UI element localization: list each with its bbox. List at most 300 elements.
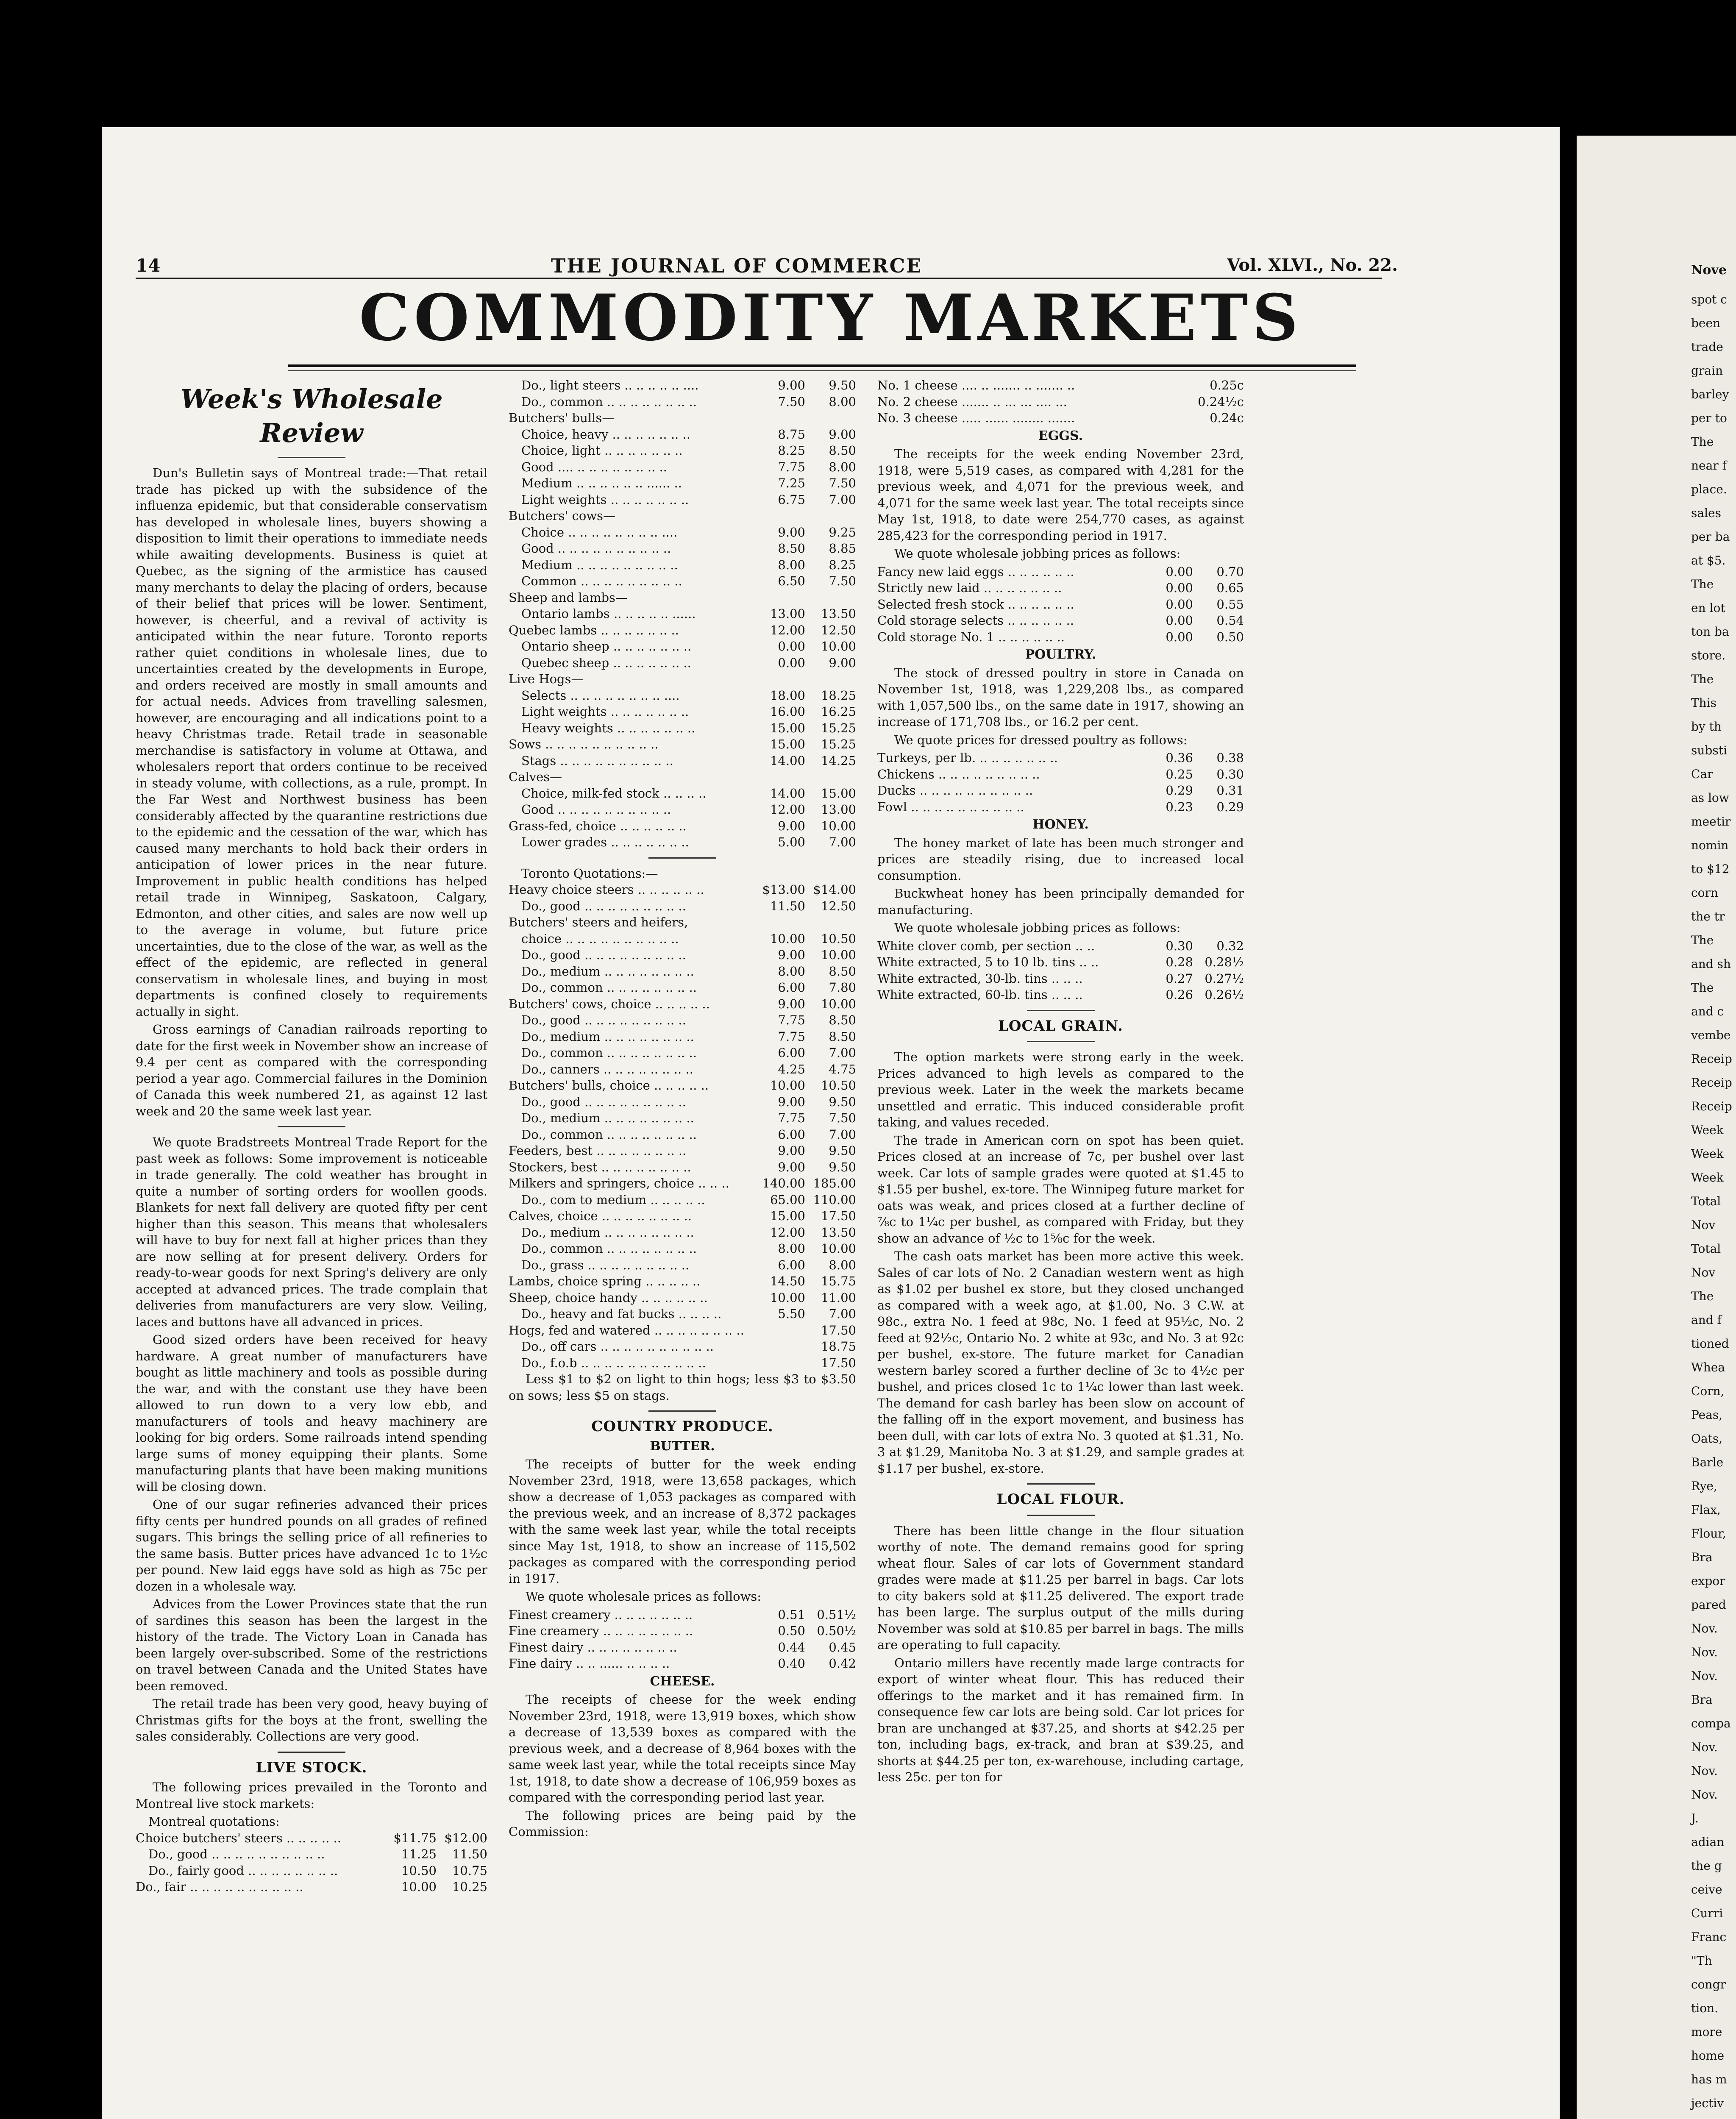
separator [1027,1483,1095,1485]
honey-paragraph: Buckwheat honey has been principally demanded for manufacturing. [877,886,1244,917]
price-row [509,1094,856,1110]
adjacent-text-fragment: Nov [1691,1265,1716,1279]
adjacent-text-fragment: Curri [1691,1906,1723,1920]
montreal-label: Montreal quotations: [148,1814,280,1829]
price-row [136,1879,487,1895]
price-label: Choice .. .. .. .. .. .. .. .. .... [521,525,678,539]
price-label: Do., common .. .. .. .. .. .. .. .. [521,980,697,995]
price-row [877,596,1244,613]
price-row [136,1863,487,1879]
price-low: 7.50 [778,394,805,409]
local-flour-heading: LOCAL FLOUR. [996,1491,1125,1508]
price-low: 8.25 [778,443,805,458]
price-low [754,671,805,687]
adjacent-text-fragment: home [1691,2049,1725,2063]
review-title: Week's Wholesale Review [180,384,443,448]
price-high: 17.50 [821,1355,856,1370]
price-label: Do., light steers .. .. .. .. .. .... [521,378,699,392]
price-high: 10.00 [821,996,856,1011]
price-row [509,671,856,687]
price-row [509,834,856,851]
price-row [509,655,856,671]
honey-heading: HONEY. [1032,817,1089,832]
price-row [877,971,1244,987]
price-high: 9.50 [829,1160,856,1174]
price-low: 0.00 [1166,581,1193,595]
cheese-heading: CHEESE. [650,1674,715,1689]
price-low [754,590,805,606]
column-2 [509,377,856,1842]
page-number: 14 [136,255,161,276]
adjacent-text-fragment: the g [1691,1859,1722,1873]
price-row [509,459,856,476]
adjacent-text-fragment: substi [1691,743,1727,757]
adjacent-text-fragment: sales [1691,506,1721,520]
price-row [877,782,1244,799]
price-high: 13.50 [821,1225,856,1240]
adjacent-text-fragment: per to [1691,411,1727,425]
adjacent-text-fragment: and sh [1691,957,1731,971]
price-high [805,769,856,785]
price-high: 0.25c [1210,378,1244,392]
price-label: Do., good .. .. .. .. .. .. .. .. .. .. [148,1847,325,1861]
adjacent-text-fragment: Receip [1691,1099,1732,1113]
adjacent-text-fragment: tion. [1691,2001,1718,2015]
price-low: 0.00 [1166,597,1193,612]
price-low: 0.00 [1166,629,1193,644]
price-high: 8.00 [829,1257,856,1272]
price-low: 0.26 [1166,987,1193,1002]
price-high: 11.00 [821,1290,856,1305]
price-label: Fine dairy .. .. ...... .. .. .. .. [509,1656,670,1671]
price-row [509,426,856,443]
adjacent-text-fragment: This [1691,696,1717,710]
separator [648,857,716,859]
price-high: 8.50 [829,1029,856,1044]
price-label: Do., off cars .. .. .. .. .. .. .. .. .. .. [521,1339,714,1354]
adjacent-text-fragment: nomin [1691,838,1729,852]
header-rule [136,278,1382,279]
honey-quote: We quote wholesale jobbing prices as follows: [894,920,1181,935]
price-label: Do., medium .. .. .. .. .. .. .. .. [521,964,694,979]
adjacent-text-fragment: near f [1691,459,1727,473]
review-paragraph: We quote Bradstreets Montreal Trade Report for the past week as follows: Some improvement is noticeable in trade generally. The cold weather has brought in quite a number of sorting orders for woollen goods. Blankets for next fall delivery are quoted fifty per cent higher than this season. This means that wholesalers will have to buy for next fall at higher prices than they are now selling at for present delivery. Orders for ready-to-wear goods for next Spring's delivery are only accepted at advanced prices. The trade complain that deliveries from manufacturers are very slow. Veiling, laces and buttons have all advanced in prices. [136,1135,487,1329]
price-low: 18.00 [770,688,805,703]
live-stock-intro: The following prices prevailed in the Toronto and Montreal live stock markets: [136,1780,487,1811]
price-high: $14.00 [813,882,856,897]
price-low [754,1355,805,1371]
price-row [509,1029,856,1045]
price-high: 17.50 [821,1209,856,1223]
adjacent-text-fragment: the tr [1691,909,1725,923]
price-row [509,508,856,524]
adjacent-text-fragment: Receip [1691,1076,1732,1090]
country-produce-heading: COUNTRY PRODUCE. [591,1418,773,1435]
honey-paragraph: The honey market of late has been much stronger and prices are steadily rising, due to increased local consumption. [877,835,1244,883]
price-row [509,1306,856,1322]
adjacent-text-fragment: place. [1691,482,1727,496]
live-stock-heading: LIVE STOCK. [256,1759,367,1776]
price-high: 0.55 [1216,597,1244,612]
price-high: 12.50 [821,898,856,913]
price-label: Milkers and springers, choice .. .. .. [509,1176,729,1190]
price-label: Stags .. .. .. .. .. .. .. .. .. .. [521,753,673,768]
page-title: COMMODITY MARKETS [359,281,1302,355]
price-high: 0.50½ [817,1624,856,1638]
price-low: 65.00 [770,1192,805,1207]
price-row [509,1143,856,1159]
price-label: Do., good .. .. .. .. .. .. .. .. .. [521,1094,686,1109]
adjacent-text-fragment: Franc [1691,1930,1727,1944]
price-low: $11.75 [393,1830,437,1845]
grain-paragraph: The cash oats market has been more active this week. Sales of car lots of No. 2 Canadian western went as high as $1.02 per bushel ex store, but they closed unchanged as compared with a week ago, at $1.00, No. 3 C.W. at 98c., extra No. 1 feed at 98c, No. 1 feed at 95½c, No. 2 feed at 92½c, Ontario No. 2 white at 93c, and No. 3 at 92c per bushel, ex-store. The future market for Canadian western barley scored a further decline of 3c to 4½c per bushel, and prices closed 1c to 1¼c lower than last week. The demand for cash barley has been slow on account of the falling off in the export movement, and business has been dull, with car lots of extra No. 3 quoted at $1.31, No. 3 at $1.29, Manitoba No. 3 at $1.29, and sample grades at $1.17 per bushel, ex-store. [877,1249,1244,1476]
price-label: Do., common .. .. .. .. .. .. .. .. [521,394,697,409]
price-high: 0.70 [1216,564,1244,579]
price-high: 7.00 [829,1127,856,1142]
price-low: 4.25 [778,1062,805,1076]
price-high: 110.00 [813,1192,856,1207]
adjacent-text-fragment: jectiv [1691,2096,1724,2110]
adjacent-text-fragment: Total [1691,1242,1721,1256]
butter-heading: BUTTER. [650,1438,715,1454]
price-row [877,394,1244,410]
price-label: Selects .. .. .. .. .. .. .. .. .... [521,688,680,703]
price-high: 0.29 [1216,799,1244,814]
price-label: Medium .. .. .. .. .. .. ...... .. [521,476,682,490]
adjacent-text-fragment: Nov. [1691,1621,1718,1635]
separator [278,1752,345,1753]
adjacent-text-fragment: Total [1691,1194,1721,1208]
price-label: Lower grades .. .. .. .. .. .. .. [521,835,689,849]
price-high: 14.25 [821,753,856,768]
price-low: 9.00 [778,996,805,1011]
local-grain-heading: LOCAL GRAIN. [998,1017,1124,1034]
price-row [877,377,1244,394]
grain-paragraph: The trade in American corn on spot has been quiet. Prices closed at an increase of 7c, per bushel over last week. Car lots of sample grades were quoted at $1.45 to $1.55 per bushel, ex-tore. The Winnipeg future market for oats was weak, and prices closed at a further decline of ⅞c to 1¼c per bushel, as compared with Friday, but they show an advance of ½c to 1⅝c for the week. [877,1133,1244,1246]
adjacent-text-fragment: The [1691,981,1714,995]
price-label: No. 3 cheese ..... ...... ........ ....... [877,411,1075,425]
price-row [509,947,856,963]
price-label: Do., good .. .. .. .. .. .. .. .. .. [521,898,686,913]
price-row [877,799,1244,815]
price-label: Heavy choice steers .. .. .. .. .. .. [509,882,704,897]
cheese-note: The following prices are being paid by the Commission: [509,1808,856,1839]
price-row [509,882,856,898]
price-low: 16.00 [770,704,805,719]
price-high: 10.00 [821,1241,856,1256]
title-rule [288,364,1356,367]
price-high: 13.00 [821,802,856,817]
adjacent-text-fragment: has m [1691,2072,1727,2086]
price-low [1142,377,1193,394]
montreal-price-table-cont [509,377,856,851]
adjacent-text-fragment: Receip [1691,1052,1732,1066]
price-high: 10.50 [821,931,856,946]
price-low: 0.29 [1166,783,1193,798]
toronto-price-table [509,882,856,1371]
price-label: Common .. .. .. .. .. .. .. .. .. [521,574,682,588]
price-high [805,508,856,524]
price-row [509,1655,856,1672]
price-label: No. 1 cheese .... .. ....... .. ....... .. [877,378,1075,392]
price-high: 7.00 [829,1307,856,1321]
price-row [509,394,856,410]
price-row [509,475,856,492]
price-label: Ontario sheep .. .. .. .. .. .. .. [521,639,692,653]
price-row [509,540,856,557]
adjacent-text-fragment: store. [1691,648,1726,662]
price-label: Do., medium .. .. .. .. .. .. .. .. [521,1225,694,1240]
price-high [805,410,856,426]
price-row [509,963,856,980]
price-high: $12.00 [444,1830,487,1845]
price-label: Do., fairly good .. .. .. .. .. .. .. .. [148,1863,338,1878]
adjacent-text-fragment: at $5. [1691,553,1726,567]
price-row [509,1110,856,1126]
price-label: Quebec sheep .. .. .. .. .. .. .. [521,655,691,670]
poultry-price-table [877,750,1244,815]
montreal-price-table [136,1830,487,1895]
price-low: 7.25 [778,476,805,490]
separator [278,457,345,458]
price-low: 14.50 [770,1274,805,1288]
adjacent-text-fragment: The [1691,933,1714,947]
price-low: 0.28 [1166,955,1193,969]
price-label: Do., common .. .. .. .. .. .. .. .. [521,1046,697,1060]
price-label: choice .. .. .. .. .. .. .. .. .. .. [521,931,679,946]
price-low [754,410,805,426]
price-label: Butchers' cows, choice .. .. .. .. .. [509,996,710,1011]
price-label: Fowl .. .. .. .. .. .. .. .. .. .. [877,799,1024,814]
price-label: Strictly new laid .. .. .. .. .. .. .. [877,581,1062,595]
price-label: Stockers, best .. .. .. .. .. .. .. .. [509,1160,691,1174]
price-label: Light weights .. .. .. .. .. .. .. [521,492,689,507]
price-label: Selected fresh stock .. .. .. .. .. .. [877,597,1074,612]
adjacent-text-fragment: Week [1691,1123,1724,1137]
price-high: 0.54 [1216,613,1244,628]
eggs-price-table [877,564,1244,645]
column-1 [136,377,487,1895]
price-low: 14.00 [770,786,805,801]
price-high: 0.31 [1216,783,1244,798]
price-label: Ontario lambs .. .. .. .. .. ...... [521,606,696,621]
price-row [509,753,856,769]
price-row [509,524,856,541]
price-label: Choice, milk-fed stock .. .. .. .. [521,786,707,801]
price-label: Butchers' cows— [509,509,616,523]
separator [1027,1515,1095,1516]
adjacent-text-fragment: more [1691,2025,1722,2039]
adjacent-text-fragment: trade [1691,340,1723,354]
price-high: 0.65 [1216,581,1244,595]
cheese-paragraph: The receipts of cheese for the week ending November 23rd, 1918, were 13,919 boxes, which show a decrease of 13,539 boxes as compared with the previous week, and a decrease of 8,964 boxes with the same week last year, while the total receipts since May 1st, 1918, to date show a decrease of 106,959 boxes as compared with the corresponding period last year. [509,1692,856,1805]
adjacent-text-fragment: compa [1691,1716,1731,1730]
adjacent-text-fragment: per ba [1691,530,1730,544]
price-row [509,720,856,737]
price-high: 18.25 [821,688,856,703]
price-high: 17.50 [821,1323,856,1338]
adjacent-page-edge [1577,136,1736,2119]
price-low: 7.75 [778,1013,805,1027]
price-high: 8.50 [829,1013,856,1027]
price-high: 15.75 [821,1274,856,1288]
adjacent-text-fragment: The [1691,672,1714,686]
review-paragraph: Dun's Bulletin says of Montreal trade:—That retail trade has picked up with the subsidence of the influenza epidemic, but that considerable conservatism has developed in wholesale lines, buyers showing a disposition to limit their operations to immediate needs while awaiting developments. Business is quiet at Quebec, as the signing of the armistice has caused many merchants to delay the placing of orders, because of their belief that prices will be lower. Sentiment, however, is cheerful, and a revival of activity is anticipated within the near future. Toronto reports rather quiet conditions in wholesale lines, due to uncertainties created by the developments in Europe, and orders received are mostly in small amounts and for actual needs. Advices from travelling salesmen, however, are encouraging and all indications point to a heavy Christmas trade. Retail trade in seasonable merchandise is satisfactory in volume at Ottawa, and wholesalers report that orders continue to be received in steady volume, with collections, as a rule, prompt. In the Far West and Northwest business has been considerably affected by the quarantine restrictions due to the epidemic and the cessation of the war, which has caused many merchants to hold back their orders in anticipation of lower prices in the near future. Improvement in public health conditions has helped retail trade in Winnipeg, Saskatoon, Calgary, Edmonton, and other cities, and sales are now well up to the average in volume, but future price uncertainties, due to the close of the war, as well as the effect of the epidemic, are reflected in general conservatism in wholesale lines, and buying in most departments is confined closely to requirements actually in sight. [136,466,487,1019]
price-row [509,1257,856,1274]
adjacent-text-fragment: Peas, [1691,1408,1723,1422]
adjacent-text-fragment: Oats, [1691,1432,1723,1446]
price-low: 8.50 [778,541,805,556]
price-low [1142,410,1193,426]
price-row [509,769,856,785]
adjacent-text-fragment: Nov [1691,1218,1716,1232]
price-label: Do., medium .. .. .. .. .. .. .. .. [521,1111,694,1125]
price-label: Do., common .. .. .. .. .. .. .. .. [521,1127,697,1142]
price-high: 0.45 [829,1640,856,1655]
price-row [509,377,856,394]
adjacent-text-fragment: Week [1691,1171,1724,1185]
column-3 [877,377,1244,1787]
price-row [509,1061,856,1078]
price-low: 0.27 [1166,971,1193,986]
price-row [509,996,856,1012]
price-low: 0.00 [1166,613,1193,628]
separator [1027,1041,1095,1042]
price-high: 8.50 [829,964,856,979]
price-low: 7.75 [778,1029,805,1044]
price-row [509,1175,856,1192]
price-low: 10.50 [401,1863,437,1878]
price-high: 0.42 [829,1656,856,1671]
price-low: 8.00 [778,557,805,572]
price-row [509,1240,856,1257]
price-low [1142,394,1193,410]
price-row [877,938,1244,954]
price-low: 8.75 [778,427,805,442]
price-low: 9.00 [778,948,805,962]
price-row [509,492,856,508]
adjacent-text-fragment: "Th [1691,1954,1712,1968]
price-row [509,638,856,655]
adjacent-text-fragment: Whea [1691,1360,1725,1374]
price-label: Choice butchers' steers .. .. .. .. .. [136,1830,342,1845]
price-high: 4.75 [829,1062,856,1076]
review-paragraph: One of our sugar refineries advanced their prices fifty cents per hundred pounds on all grades of refined sugars. This brings the selling price of all refineries to the same basis. Butter prices have advanced 1c to 1½c per pound. New laid eggs have sold as high as 75c per dozen in a wholesale way. [136,1497,487,1593]
price-label: Lambs, choice spring .. .. .. .. .. [509,1274,701,1288]
price-row [509,1607,856,1623]
price-high: 10.00 [821,948,856,962]
adjacent-text-fragment: Rye, [1691,1479,1717,1493]
adjacent-text-fragment: and c [1691,1004,1724,1018]
adjacent-text-fragment: and f [1691,1313,1722,1327]
price-high: 0.28½ [1205,955,1244,969]
price-high: 8.00 [829,459,856,474]
price-row [509,1077,856,1094]
price-low: 6.75 [778,492,805,507]
price-label: Grass-fed, choice .. .. .. .. .. .. [509,818,687,833]
toronto-label: Toronto Quotations:— [521,866,658,881]
price-row [509,801,856,818]
review-paragraph: Advices from the Lower Provinces state that the run of sardines this season has been the largest in the history of the trade. The Victory Loan in Canada has been largely over-subscribed. Some of the restrictions on travel between Canada and the United States have been removed. [136,1597,487,1693]
adjacent-text-fragment: pared [1691,1598,1726,1612]
price-low [754,914,805,931]
price-low: 9.00 [778,818,805,833]
price-row [509,1338,856,1355]
review-paragraph: Gross earnings of Canadian railroads reporting to date for the first week in November show an increase of 9.4 per cent as compared with the corresponding period a year ago. Commercial failures in the Dominion of Canada this week numbered 21, as against 12 last week and 20 the same week last year. [136,1022,487,1118]
price-label: Good .. .. .. .. .. .. .. .. .. .. [521,802,671,817]
adjacent-text-fragment: Nov. [1691,1788,1718,1802]
price-row [509,557,856,573]
adjacent-text-fragment: Bra [1691,1693,1713,1707]
price-low: 7.75 [778,1111,805,1125]
price-high: 0.26½ [1205,987,1244,1002]
price-row [136,1830,487,1846]
price-high: 0.51½ [817,1607,856,1622]
price-low: 0.44 [778,1640,805,1655]
price-low: 5.00 [778,835,805,849]
adjacent-text-fragment: adian [1691,1835,1725,1849]
adjacent-text-fragment: Barle [1691,1455,1724,1469]
price-high: 12.50 [821,623,856,637]
adjacent-text-fragment: The [1691,435,1714,449]
price-low: 12.00 [770,1225,805,1240]
price-high: 10.75 [452,1863,487,1878]
price-label: Do., canners .. .. .. .. .. .. .. .. [521,1062,693,1076]
price-row [509,1159,856,1176]
price-low [754,508,805,524]
price-high: 11.50 [452,1847,487,1861]
separator [648,1410,716,1412]
price-label: Good .. .. .. .. .. .. .. .. .. .. [521,541,671,556]
price-low [754,1322,805,1339]
price-label: Finest creamery .. .. .. .. .. .. .. [509,1607,693,1622]
adjacent-text-fragment: been [1691,316,1721,330]
price-low: 9.00 [778,1143,805,1158]
adjacent-text-fragment: ceive [1691,1883,1722,1897]
price-low: 6.00 [778,1257,805,1272]
adjacent-text-fragment: Bra [1691,1550,1713,1564]
price-label: Ducks .. .. .. .. .. .. .. .. .. .. [877,783,1033,798]
price-high: 8.00 [829,394,856,409]
price-row [877,580,1244,596]
eggs-quote: We quote wholesale jobbing prices as follows: [894,546,1181,561]
price-low: 6.00 [778,1046,805,1060]
price-high: 8.85 [829,541,856,556]
price-row [509,1355,856,1371]
price-row [509,1290,856,1306]
adjacent-text-fragment: corn [1691,886,1718,900]
adjacent-text-fragment: ton ba [1691,625,1729,639]
price-label: Finest dairy .. .. .. .. .. .. .. .. [509,1640,677,1655]
price-low: 9.00 [778,1094,805,1109]
price-low: 15.00 [770,737,805,751]
adjacent-text-fragment: to $12 [1691,862,1730,876]
price-high: 9.00 [829,427,856,442]
adjacent-text-fragment: vembe [1691,1028,1731,1042]
price-low: 14.00 [770,753,805,768]
price-row [509,622,856,639]
price-label: Butchers' bulls— [509,411,615,425]
price-low: 10.00 [770,1290,805,1305]
adjacent-text-fragment: The [1691,577,1714,591]
price-high: 13.50 [821,606,856,621]
price-high: 8.25 [829,557,856,572]
price-label: Light weights .. .. .. .. .. .. .. [521,704,689,719]
grain-paragraph: The option markets were strong early in the week. Prices advanced to high levels as compared to the previous week. Later in the week the markets became unsettled and erratic. This induced considerable profit taking, and values receded. [877,1050,1244,1129]
price-high: 0.32 [1216,938,1244,953]
price-label: Turkeys, per lb. .. .. .. .. .. .. .. [877,751,1058,765]
price-row [509,898,856,915]
